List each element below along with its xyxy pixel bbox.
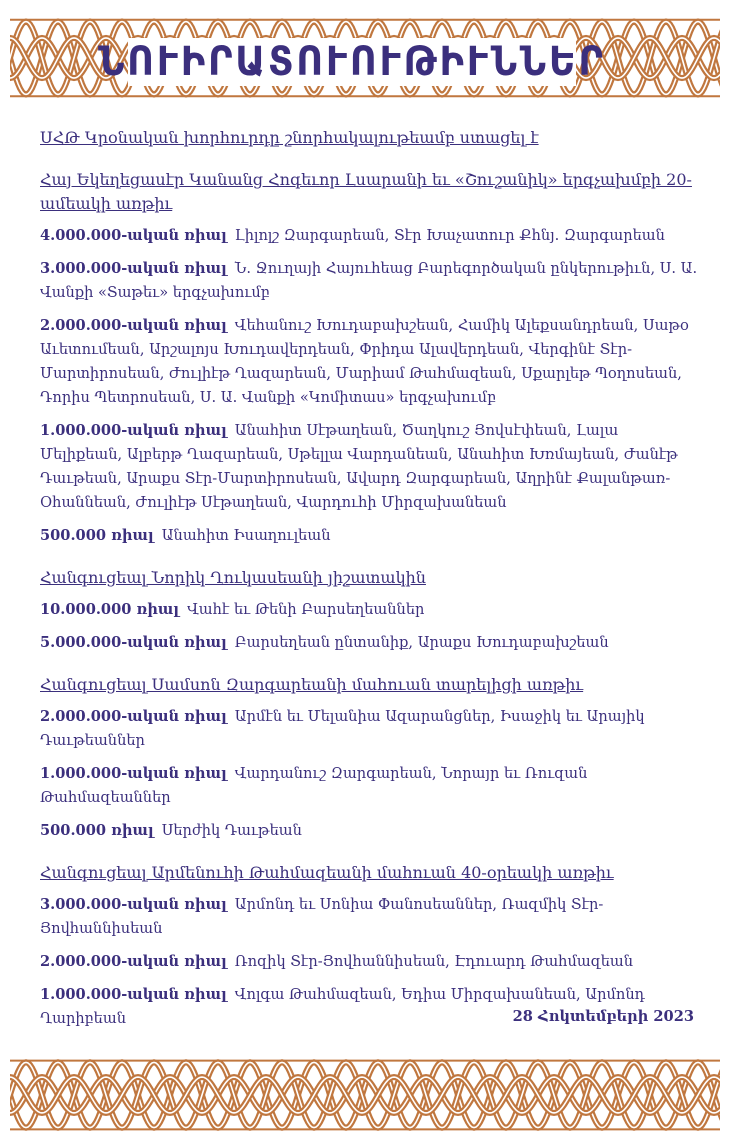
section-heading: Հայ Եկեղեցասէր Կանանց Հոգեւոր Լսարանի եւ «Շուշանիկ» երգչախմբի 20-ամեակի առթիւ (40, 170, 692, 213)
donation-amount: 1.000.000-ական ռիալ (40, 765, 227, 782)
donation-amount: 2.000.000-ական ռիալ (40, 708, 227, 725)
donation-entry (40, 314, 700, 410)
section-heading: Հանգուցեալ Արմենուհի Թահմազեանի մահուան 40-օրեակի առթիւ (40, 863, 614, 882)
donation-amount: 10.000.000 ռիալ (40, 601, 180, 618)
celtic-knot-border-bottom (10, 1052, 720, 1138)
donor-names: Վահէ եւ Թենի Բարսեղեաններ (187, 601, 425, 618)
donation-entry (40, 950, 700, 974)
section-heading: Հանգուցեալ Սամսոն Զարգարեանի մահուան տարելիցի առթիւ (40, 675, 584, 694)
donation-amount: 500.000 ռիալ (40, 527, 154, 544)
donation-entry (40, 819, 700, 843)
donation-entry (40, 705, 700, 753)
donation-amount: 3.000.000-ական ռիալ (40, 260, 227, 277)
document-date: 28 Հոկտեմբերի 2023 (512, 1008, 694, 1025)
section-anniversary (40, 168, 700, 548)
donor-names: Վարդանուշ Զարգարեան, Նորայր եւ Ռուզան Թահմազեաններ (40, 765, 588, 806)
page-title: ՆՈՒԻՐԱՏՈՒՈՒԹԻՒՆՆԵՐ (98, 39, 606, 85)
donor-names: Ռոզիկ Տէր-Յովհաննիսեան, Էդուարդ Թահմազեան (234, 953, 634, 970)
donor-names: Արմոնդ եւ Սոնիա Փանոսեաններ, Ռազմիկ Տէր-Յովհաննիսեան (40, 896, 604, 937)
donation-entry (40, 419, 700, 515)
donor-names: Վեհանուշ Խուդաբախշեան, Համիկ Ալեքսանդրեան, Սաթօ Աւետումեան, Արշալոյս Խուդավերդեան, Փրիդա Ալավերդեան, Վերգինէ Տէր-Մարտիրոսեան, Ժուլիէթ Ղազարեան, Մարիամ Թահմազեան, Սքարլեթ Պօղոսեան, Դորիս Պետրոսեան, Ս. Ա. Վանքի «Կոմիտաս» երգչախումբ (40, 317, 689, 406)
donor-names: Վոլգա Թահմազեան, Եդիա Միրզախանեան, Արմոնդ Ղարիբեան (40, 986, 645, 1027)
donation-amount: 5.000.000-ական ռիալ (40, 634, 227, 651)
donation-amount: 2.000.000-ական ռիալ (40, 317, 227, 334)
donor-names: Բարսեղեան ընտանիք, Արաքս Խուդաբախշեան (234, 634, 609, 651)
donation-entry (40, 631, 700, 655)
donor-names: Անահիտ Սէթաղեան, Ծաղկուշ Յովսէփեան, Լալա Մելիքեան, Ալբերթ Ղազարեան, Սթելլա Վարդանեան, Անահիտ Խռմայեան, Ժանէթ Դաւթեան, Արաքս Տէր-Մարտիրոսեան, Ավարդ Զարգարեան, Աղրինէ Քալանթառ-Օհաննեան, Ժուլիէթ Սէթաղեան, Վարդուհի Միրզախանեան (40, 422, 678, 511)
section-memorial-armenuhi (40, 861, 700, 1031)
donor-names: Արմէն եւ Մելանիա Ազարանցներ, Իսաջիկ եւ Արայիկ Դաւթեաններ (40, 708, 645, 749)
donation-amount: 500.000 ռիալ (40, 822, 154, 839)
donation-amount: 1.000.000-ական ռիալ (40, 422, 227, 439)
donation-amount: 3.000.000-ական ռիալ (40, 896, 227, 913)
donation-entry (40, 598, 700, 622)
donation-amount: 1.000.000-ական ռիալ (40, 986, 227, 1003)
donation-entry (40, 257, 700, 305)
bottom-ornament-band (10, 1052, 720, 1138)
section-memorial-samson (40, 673, 700, 843)
donation-entry (40, 893, 700, 941)
donation-entry (40, 224, 700, 248)
donor-names: Անահիտ Իսաղուլեան (161, 527, 331, 544)
title-plate (98, 38, 606, 86)
donor-names: Սերժիկ Դաւթեան (161, 822, 302, 839)
main-content (40, 126, 700, 1049)
section-memorial-norik (40, 566, 700, 655)
donation-entry (40, 524, 700, 548)
intro-line: ՍՀԹ Կրօնական խորհուրդը շնորհակալութեամբ ստացել է (40, 128, 539, 147)
donation-entry (40, 762, 700, 810)
donation-amount: 4.000.000-ական ռիալ (40, 227, 227, 244)
donor-names: Լիլոլշ Զարգարեան, Տէր Խաչատուր Քհնյ. Զարգարեան (234, 227, 665, 244)
donation-amount: 2.000.000-ական ռիալ (40, 953, 227, 970)
donor-names: Ն. Ջուղայի Հայուհեաց Բարեգործական ընկերութիւն, Ս. Ա. Վանքի «Տաթեւ» երգչախումբ (40, 260, 698, 301)
section-heading: Հանգուցեալ Նորիկ Ղուկասեանի յիշատակին (40, 568, 426, 587)
